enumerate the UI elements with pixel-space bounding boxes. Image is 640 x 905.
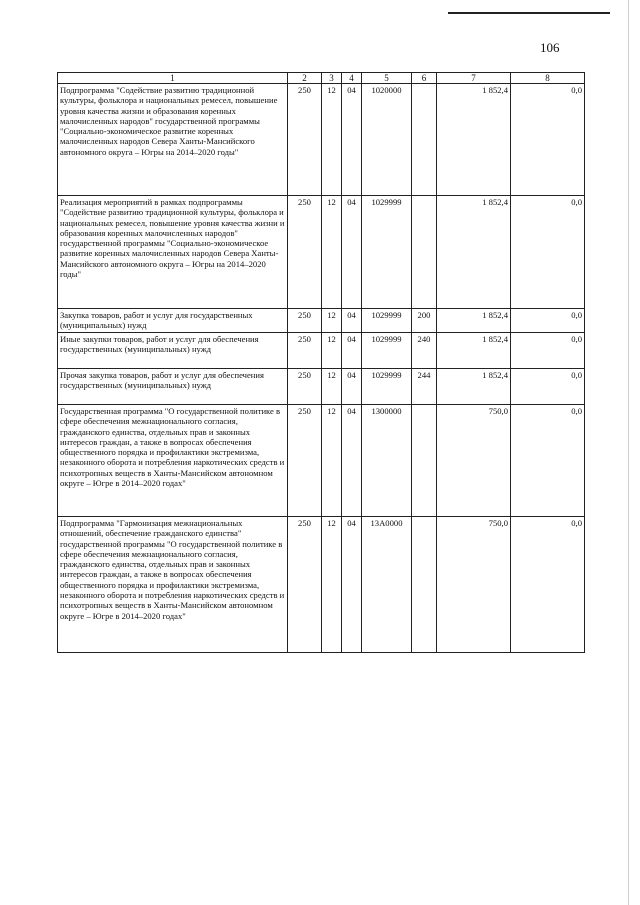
row-cell-8: 0,0 (511, 196, 585, 309)
row-cell-6: 240 (412, 333, 437, 369)
row-cell-6 (412, 196, 437, 309)
scan-edge-mark (628, 0, 629, 905)
row-cell-5: 1029999 (362, 333, 412, 369)
row-name-cell: Закупка товаров, работ и услуг для государственных (муниципальных) нужд (58, 309, 288, 333)
row-cell-3: 12 (322, 405, 342, 517)
table-header-row (58, 73, 585, 84)
row-cell-8: 0,0 (511, 405, 585, 517)
row-cell-3: 12 (322, 84, 342, 196)
row-cell-5: 1029999 (362, 309, 412, 333)
header-cell: 7 (437, 73, 511, 84)
row-cell-3: 12 (322, 196, 342, 309)
row-cell-8: 0,0 (511, 333, 585, 369)
header-cell: 8 (511, 73, 585, 84)
row-cell-2: 250 (288, 369, 322, 405)
table-row (58, 333, 585, 369)
row-cell-3: 12 (322, 369, 342, 405)
header-cell: 2 (288, 73, 322, 84)
row-cell-6 (412, 84, 437, 196)
row-name-cell: Подпрограмма "Содействие развитию традиционной культуры, фольклора и национальных ремесел, повышение уровня качества жизни и образования коренных малочисленных народов" государственной программы "Социально-экономическое развитие коренных малочисленных народов Севера Ханты-Мансийского автономного округа – Югры на 2014–2020 годы" (58, 84, 288, 196)
row-name-cell: Подпрограмма "Гармонизация межнациональных отношений, обеспечение гражданского единства" государственной программы "О государственной политике в сфере обеспечения межнационального согласия, гражданского единства, отдельных прав и законных интересов граждан, а также в вопросах обеспечения общественного порядка и профилактики экстремизма, незаконного оборота и потребления наркотических средств и психотропных веществ в Ханты-Мансийском автономном округе – Югре в 2014–2020 годах" (58, 517, 288, 653)
page-number: 106 (540, 40, 560, 55)
table-row (58, 405, 585, 517)
table-row (58, 517, 585, 653)
row-cell-3: 12 (322, 517, 342, 653)
header-cell: 5 (362, 73, 412, 84)
row-cell-7: 1 852,4 (437, 309, 511, 333)
row-cell-4: 04 (342, 405, 362, 517)
row-cell-2: 250 (288, 196, 322, 309)
row-cell-2: 250 (288, 517, 322, 653)
row-name-cell: Иные закупки товаров, работ и услуг для обеспечения государственных (муниципальных) нужд (58, 333, 288, 369)
header-cell: 6 (412, 73, 437, 84)
table-row (58, 309, 585, 333)
row-cell-3: 12 (322, 333, 342, 369)
row-cell-4: 04 (342, 517, 362, 653)
row-cell-2: 250 (288, 84, 322, 196)
row-cell-7: 1 852,4 (437, 84, 511, 196)
header-cell: 4 (342, 73, 362, 84)
row-cell-8: 0,0 (511, 309, 585, 333)
row-cell-5: 13А0000 (362, 517, 412, 653)
row-cell-8: 0,0 (511, 369, 585, 405)
row-cell-2: 250 (288, 405, 322, 517)
row-cell-5: 1020000 (362, 84, 412, 196)
top-rule (448, 12, 610, 14)
row-name-cell: Реализация мероприятий в рамках подпрограммы "Содействие развитию традиционной культуры, фольклора и национальных ремесел, повышение уровня качества жизни и образования коренных малочисленных народов" государственной программы "Социально-экономическое развитие коренных малочисленных народов Севера Ханты-Мансийского автономного округа – Югры на 2014–2020 годы" (58, 196, 288, 309)
row-cell-3: 12 (322, 309, 342, 333)
row-cell-4: 04 (342, 84, 362, 196)
budget-table (57, 72, 585, 653)
row-cell-5: 1029999 (362, 369, 412, 405)
row-cell-6 (412, 405, 437, 517)
row-cell-7: 1 852,4 (437, 369, 511, 405)
table-row (58, 369, 585, 405)
row-cell-2: 250 (288, 333, 322, 369)
row-cell-7: 1 852,4 (437, 196, 511, 309)
row-cell-6 (412, 517, 437, 653)
row-name-cell: Государственная программа "О государственной политике в сфере обеспечения межнационального согласия, гражданского единства, отдельных прав и законных интересов граждан, а также в вопросах обеспечения общественного порядка и профилактики экстремизма, незаконного оборота и потребления наркотических средств и психотропных веществ в Ханты-Мансийском автономном округе – Югре в 2014–2020 годах" (58, 405, 288, 517)
row-cell-6: 244 (412, 369, 437, 405)
row-cell-2: 250 (288, 309, 322, 333)
row-cell-6: 200 (412, 309, 437, 333)
row-name-cell: Прочая закупка товаров, работ и услуг для обеспечения государственных (муниципальных) нужд (58, 369, 288, 405)
row-cell-4: 04 (342, 309, 362, 333)
row-cell-7: 750,0 (437, 405, 511, 517)
header-cell: 3 (322, 73, 342, 84)
row-cell-4: 04 (342, 333, 362, 369)
row-cell-8: 0,0 (511, 517, 585, 653)
row-cell-7: 1 852,4 (437, 333, 511, 369)
row-cell-4: 04 (342, 369, 362, 405)
table-row (58, 196, 585, 309)
row-cell-7: 750,0 (437, 517, 511, 653)
row-cell-4: 04 (342, 196, 362, 309)
row-cell-5: 1029999 (362, 196, 412, 309)
header-cell: 1 (58, 73, 288, 84)
row-cell-8: 0,0 (511, 84, 585, 196)
table-row (58, 84, 585, 196)
row-cell-5: 1300000 (362, 405, 412, 517)
